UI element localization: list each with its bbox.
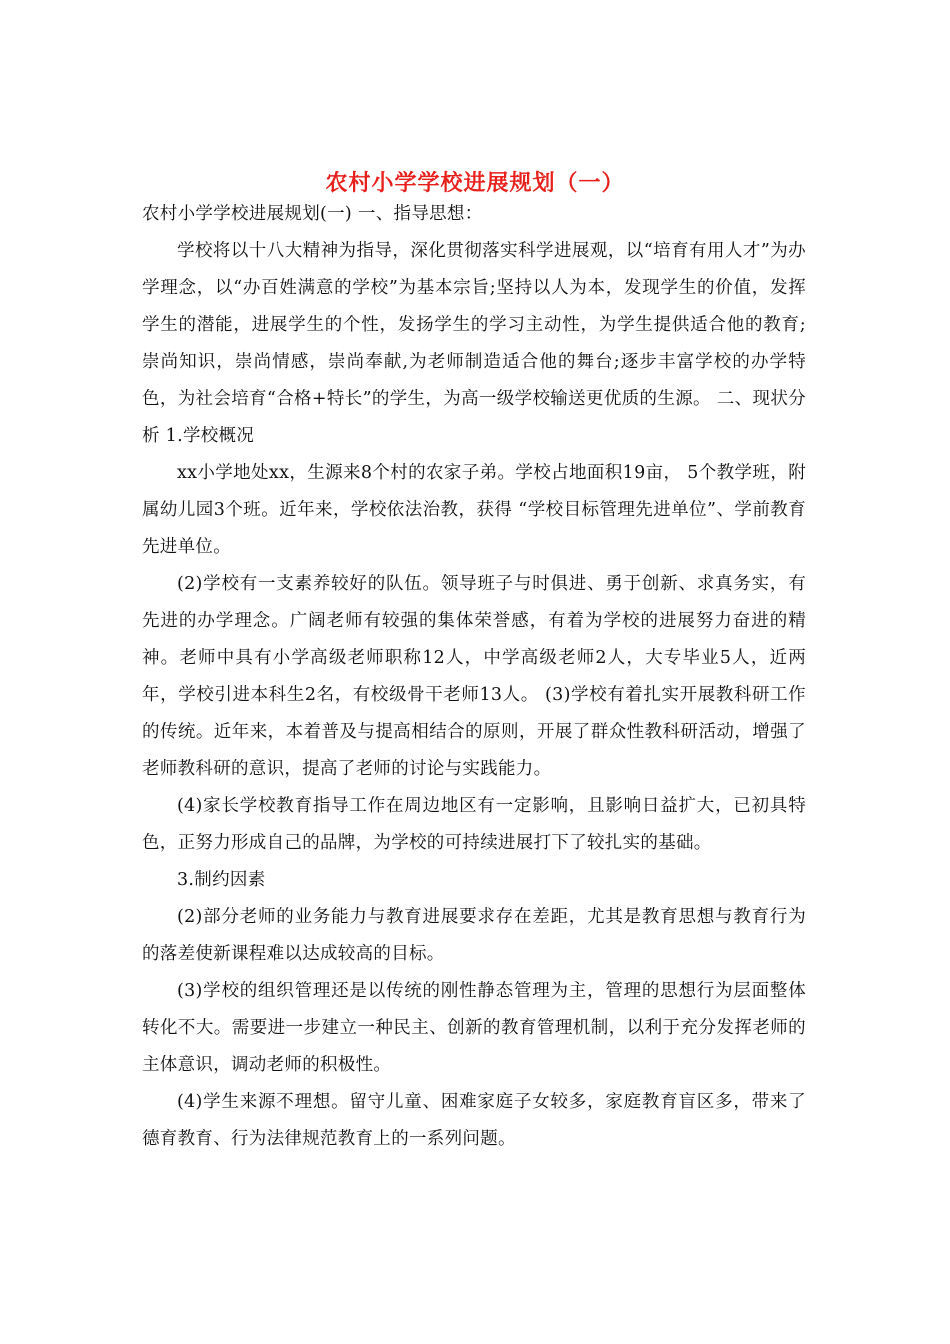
paragraph-guiding-ideology: 学校将以十八大精神为指导，深化贯彻落实科学进展观，以“培育有用人才”为办学理念，以“办百姓满意的学校”为基本宗旨;坚持以人为本，发现学生的价值，发挥学生的潜能，进展学生的个性，发扬学生的学习主动性，为学生提供适合他的教育;崇尚知识，崇尚情感，崇尚奉献,为老师制造适合他的舞台;逐步丰富学校的办学特色，为社会培育“合格+特长”的学生，为高一级学校输送更优质的生源。 二、现状分析 1.学校概况 (142, 241, 806, 446)
paragraph-constraints-heading: 3.制约因素 (177, 870, 266, 890)
paragraph-student-sources: (4)学生来源不理想。留守儿童、困难家庭子女较多，家庭教育盲区多，带来了德育教育、行为法律规范教育上的一系列问题。 (142, 1092, 806, 1149)
paragraph-school-overview: xx小学地处xx，生源来8个村的农家子弟。学校占地面积19亩， 5个教学班，附属幼儿园3个班。近年来，学校依法治教，获得 “学校目标管理先进单位”、学前教育先进单位。 (142, 463, 806, 557)
document-title: 农村小学学校进展规划（一） (325, 169, 625, 196)
paragraph-management: (3)学校的组织管理还是以传统的刚性静态管理为主，管理的思想行为层面整体转化不大。需要进一步建立一种民主、创新的教育管理机制，以利于充分发挥老师的主体意识，调动老师的积极性。 (142, 981, 806, 1075)
paragraph-teaching-staff: (2)学校有一支素养较好的队伍。领导班子与时俱进、勇于创新、求真务实，有先进的办学理念。广阔老师有较强的集体荣誉感，有着为学校的进展努力奋进的精神。老师中具有小学高级老师职称12人，中学高级老师2人，大专毕业5人，近两年，学校引进本科生2名，有校级骨干老师13人。 (3)学校有着扎实开展教科研工作的传统。近年来，本着普及与提高相结合的原则，开展了群众性教科研活动，增强了老师教科研的意识，提高了老师的讨论与实践能力。 (142, 574, 806, 779)
paragraph-intro: 农村小学学校进展规划(一) 一、指导思想： (142, 204, 483, 224)
document-body (142, 196, 806, 1158)
paragraph-teacher-ability: (2)部分老师的业务能力与教育进展要求存在差距，尤其是教育思想与教育行为的落差使新课程难以达成较高的目标。 (142, 907, 806, 964)
paragraph-parent-school: (4)家长学校教育指导工作在周边地区有一定影响，且影响日益扩大，已初具特色，正努力形成自己的品牌，为学校的可持续进展打下了较扎实的基础。 (142, 796, 806, 853)
